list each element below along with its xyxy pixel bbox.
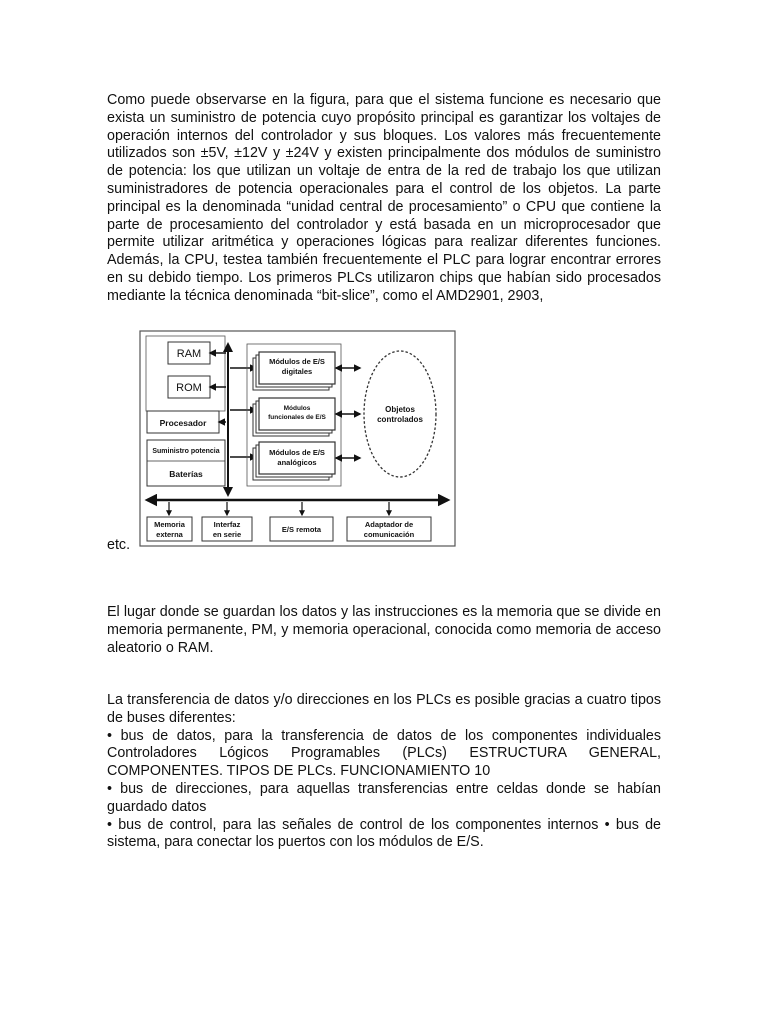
- modulos-analogicos-line1: Módulos de E/S: [269, 448, 325, 457]
- objetos-controlados-ellipse: [364, 351, 436, 477]
- plc-structure-diagram: [139, 330, 456, 547]
- bullet-bus-control-sistema: • bus de control, para las señales de control de los componentes internos • bus de sistema, para conectar los puertos con los módulos de E/S.: [107, 816, 661, 851]
- memoria-externa-line2: externa: [156, 530, 183, 539]
- adaptador-comunicacion-line1: Adaptador de: [364, 520, 414, 529]
- memoria-externa-line1: Memoria: [154, 520, 185, 529]
- baterias-label: Baterías: [169, 469, 203, 479]
- suministro-box: [147, 440, 225, 486]
- bullet-bus-direcciones: • bus de direcciones, para aquellas transferencias entre celdas donde se habían guardado datos: [107, 780, 661, 815]
- bullet-bus-datos: • bus de datos, para la transferencia de datos de los componentes individuales Controladores Lógicos Programables (PLCs) ESTRUCTURA GENERAL, COMPONENTES. TIPOS DE PLCs. FUNCIONAMIENTO 10: [107, 727, 661, 780]
- paragraph-buses: [107, 692, 661, 852]
- modulos-digitales-line2: digitales: [281, 367, 313, 376]
- procesador-label: Procesador: [159, 418, 207, 428]
- modulos-funcionales-line1: Módulos: [283, 405, 311, 412]
- rom-label: ROM: [176, 382, 202, 394]
- ram-label: RAM: [176, 348, 202, 360]
- paragraph-memory: El lugar donde se guardan los datos y las instrucciones es la memoria que se divide en memoria permanente, PM, y memoria operacional, conocida como memoria de acceso aleatorio o RAM.: [107, 604, 661, 656]
- objetos-controlados-line2: controlados: [377, 415, 423, 424]
- paragraph-power-supply-cpu: Como puede observarse en la figura, para que el sistema funcione es necesario que exista un suministro de potencia cuyo propósito principal es garantizar los voltajes de operación internos del controlador y sus bloques. Los valores más frecuentemente utilizados son ±5V, ±12V y ±24V y existen principalmente dos módulos de suministro de potencia: los que utilizan un voltaje de entra de la red de trabajo los que utilizan suministradores de potencia operacionales para el control de los objetos. La parte principal es la denominada “unidad central de procesamiento” o CPU que contiene la parte de procesamiento del controlador y está basada en un microprocesador que permite utilizar aritmética y operaciones lógicas para realizar diferentes funciones. Además, la CPU, testea también frecuentemente el PLC para lograr encontrar errores en su debido tiempo. Los primeros PLCs utilizaron chips que habían sido procesados mediante la técnica denominada “bit-slice”, como el AMD2901, 2903,: [107, 92, 661, 304]
- modulos-analogicos-line2: analógicos: [277, 458, 317, 467]
- interfaz-serie-line1: Interfaz: [213, 520, 241, 529]
- modulos-funcionales-line2: funcionales de E/S: [268, 414, 326, 421]
- es-remota-label: E/S remota: [281, 525, 322, 534]
- modulos-digitales-line1: Módulos de E/S: [269, 357, 325, 366]
- buses-intro: La transferencia de datos y/o direcciones en los PLCs es posible gracias a cuatro tipos de buses diferentes:: [107, 692, 661, 726]
- interfaz-serie-line2: en serie: [212, 530, 242, 539]
- etc-text: etc.: [107, 537, 131, 553]
- adaptador-comunicacion-line2: comunicación: [363, 530, 415, 539]
- suministro-label: Suministro potencia: [152, 448, 220, 455]
- objetos-controlados-line1: Objetos: [385, 405, 415, 414]
